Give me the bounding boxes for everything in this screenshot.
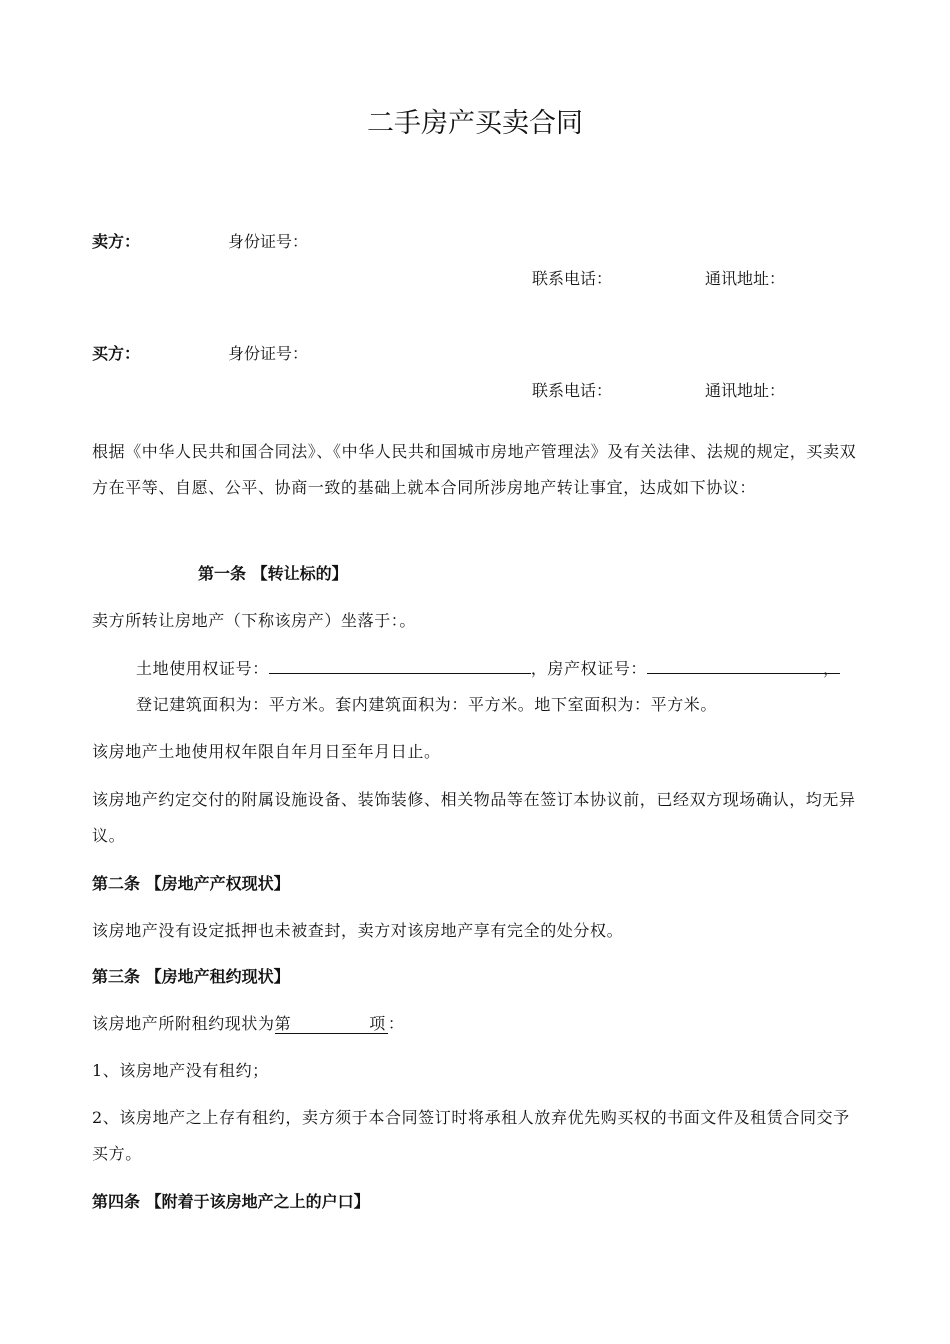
preamble-paragraph: 根据《中华人民共和国合同法》、《中华人民共和国城市房地产管理法》及有关法律、法规的规定，买卖双方在平等、自愿、公平、协商一致的基础上就本合同所涉房地产转让事宜，达成如下协议： [92,442,857,497]
article1-location: 卖方所转让房地产（下称该房产）坐落于：。 [92,611,417,630]
buyer-address-label: 通讯地址： [705,381,786,400]
article3-option-suffix: 项 [369,1014,386,1033]
land-cert-label: 土地使用权证号： [136,659,269,678]
article3-heading: 第三条 【房地产租约现状】 [92,967,290,986]
seller-id-label: 身份证号： [228,232,309,251]
seller-phone-label: 联系电话： [532,269,613,288]
article1-areas: 登记建筑面积为：平方米。套内建筑面积为：平方米。地下室面积为：平方米。 [136,695,718,714]
article3-item1: 1、该房地产没有租约； [92,1061,269,1080]
article1-heading: 第一条 【转让标的】 [198,564,348,583]
comma-1: ， [530,659,548,678]
land-cert-blank [269,659,531,674]
seller-address-label: 通讯地址： [705,269,786,288]
article3-option-blank [275,1014,388,1034]
buyer-id-label: 身份证号： [228,344,309,363]
article3-item2: 2、该房地产之上存有租约，卖方须于本合同签订时将承租人放弃优先购买权的书面文件及租赁合同交予买方。 [92,1108,850,1163]
property-cert-blank [647,659,823,674]
article4-heading: 第四条 【附着于该房地产之上的户口】 [92,1192,370,1211]
buyer-phone-label: 联系电话： [532,381,613,400]
article1-facilities: 该房地产约定交付的附属设施设备、装饰装修、相关物品等在签订本协议前，已经双方现场确认，均无异议。 [92,790,856,845]
article2-heading: 第二条 【房地产产权现状】 [92,874,290,893]
article3-intro-suffix: ： [387,1014,405,1033]
property-cert-label: 房产权证号： [547,659,648,678]
article2-text: 该房地产没有设定抵押也未被查封，卖方对该房地产享有完全的处分权。 [92,921,624,940]
buyer-label: 买方： [92,344,141,363]
article3-intro [92,1014,404,1033]
document-title: 二手房产买卖合同 [367,108,583,139]
comma-2: ， [823,659,840,678]
article1-cert-line [136,659,840,678]
article3-intro-prefix: 该房地产所附租约现状为 [92,1014,275,1033]
seller-label: 卖方： [92,232,141,251]
article1-land-term: 该房地产土地使用权年限自年月日至年月日止。 [92,742,441,761]
article3-option-prefix: 第 [274,1014,292,1033]
